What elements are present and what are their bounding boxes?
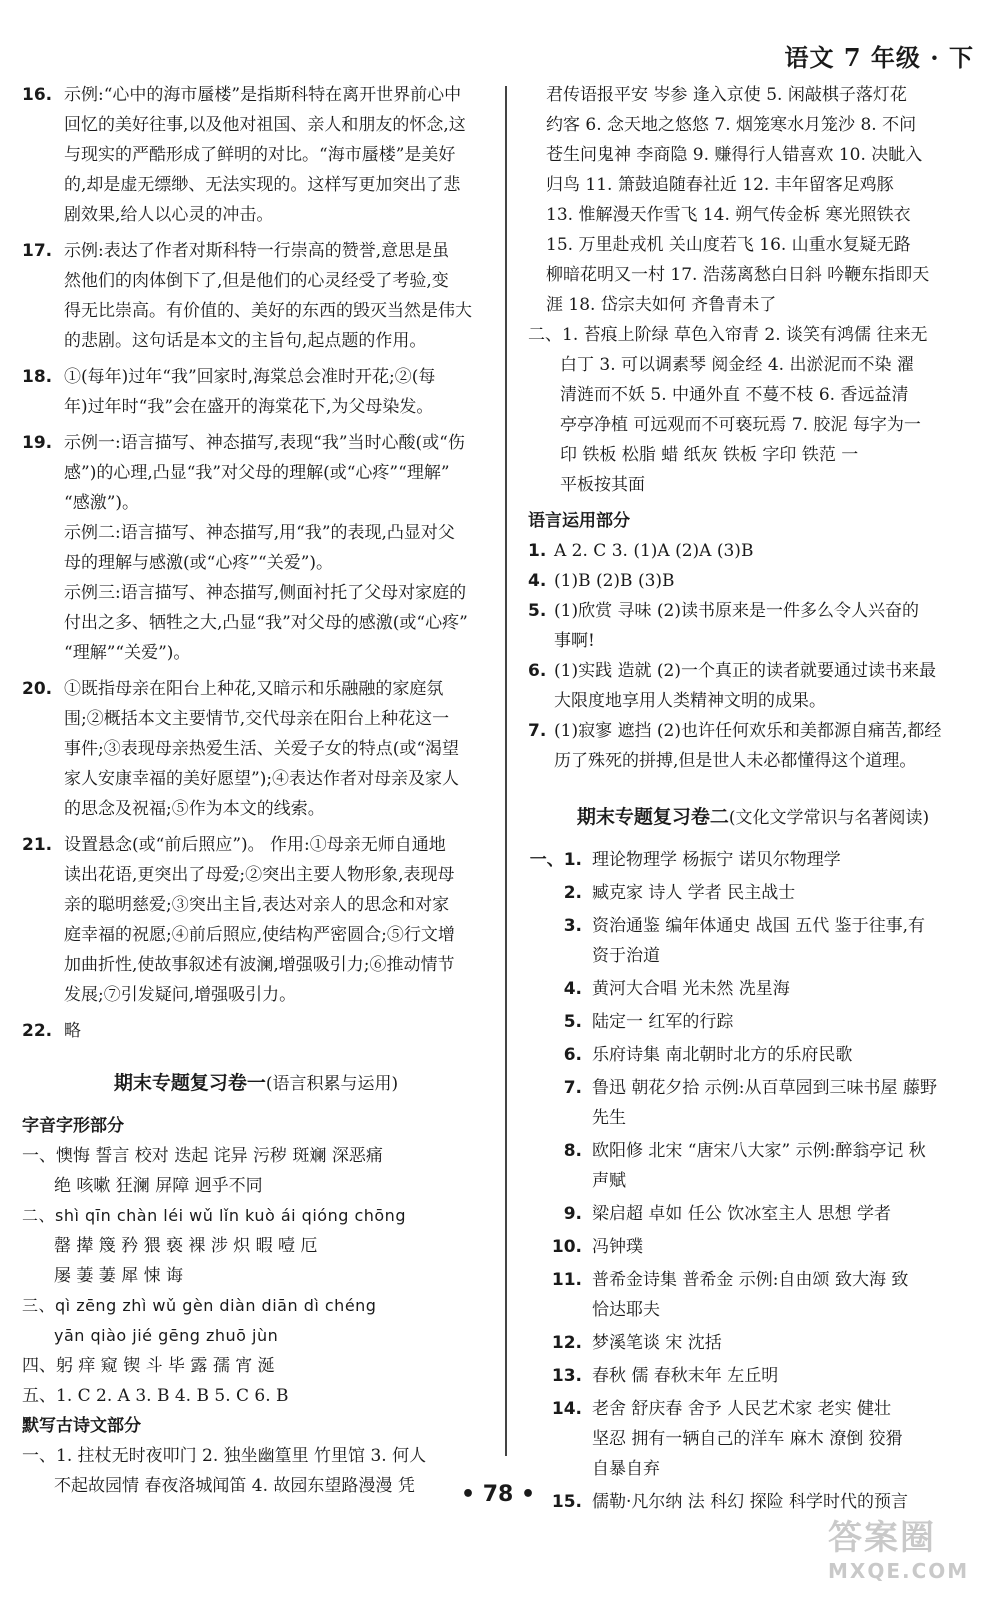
exam-title: 期末专题复习卷二 — [576, 806, 729, 828]
text-line: 加曲折性,使故事叙述有波澜,增强吸引力;⑥推动情节 — [64, 955, 455, 975]
question-number: 19. — [22, 433, 53, 453]
answer-text — [592, 1040, 978, 1070]
text-line: 归鸟 11. 箫鼓追随春社近 12. 丰年留客足鸡豚 — [546, 175, 894, 195]
text-line: 读出花语,更突出了母爱;②突出主要人物形象,表现母 — [64, 865, 455, 885]
text-line: 坚忍 拥有一辆自己的洋车 麻木 潦倒 狡猾 — [592, 1429, 903, 1449]
text-line: 涯 18. 岱宗夫如何 齐鲁青未了 — [546, 295, 777, 315]
list-item — [528, 1361, 978, 1391]
text-line: 家人安康幸福的美好愿望”);④表达作者对母亲及家人 — [64, 769, 460, 789]
text-line: 印 铁板 松脂 蜡 纸灰 铁板 字印 铁范 一 — [560, 445, 859, 465]
list-item — [528, 1199, 978, 1229]
text-line: 的,却是虚无缥缈、无法实现的。这样写更加突出了悲 — [64, 175, 461, 195]
text-line: 示例二:语言描写、神态描写,用“我”的表现,凸显对父 — [64, 523, 455, 543]
moxie-part-two — [528, 320, 978, 500]
text-line: (1)B (2)B (3)B — [554, 571, 675, 591]
answer-text — [554, 716, 978, 776]
exam-subtitle: (语言积累与运用) — [265, 1074, 399, 1094]
question-number: 7. — [528, 721, 547, 741]
text-line: 15. 万里赴戎机 关山度若飞 16. 山重水复疑无路 — [546, 235, 911, 255]
text-line: 不起故园情 春夜洛城闻笛 4. 故园东望路漫漫 凭 — [54, 1476, 415, 1496]
answer-text — [554, 566, 978, 596]
watermark-url: MXQE.COM — [828, 1559, 970, 1583]
text-line: 梦溪笔谈 宋 沈括 — [592, 1333, 722, 1353]
answer-text — [592, 1136, 978, 1196]
list-item — [528, 1040, 978, 1070]
question-number: 4. — [528, 571, 547, 591]
question-number: 15. — [551, 1492, 582, 1512]
list-item — [528, 1394, 978, 1484]
answer-text — [64, 236, 490, 356]
question-number: 12. — [551, 1333, 582, 1353]
question-number: 5. — [563, 1012, 582, 1032]
question-number: 6. — [528, 661, 547, 681]
question-number: 8. — [563, 1141, 582, 1161]
text-line: 二、shì qīn chàn léi wǔ lǐn kuò ái qióng chōng — [22, 1206, 406, 1225]
question-number: 6. — [563, 1045, 582, 1065]
page-number: • 78 • — [460, 1482, 536, 1507]
text-line: 自暴自弃 — [592, 1459, 660, 1479]
list-item — [528, 1073, 978, 1133]
answer-text — [592, 1328, 978, 1358]
text-line: 理论物理学 杨振宁 诺贝尔物理学 — [592, 850, 841, 870]
text-line: “理解”“关爱”)。 — [64, 643, 191, 663]
left-column — [22, 80, 490, 1501]
question-number: 一、1. — [529, 850, 582, 870]
text-line: 示例:表达了作者对斯科特一行崇高的赞誉,意思是虽 — [64, 241, 450, 261]
text-line: 三、qì zēng zhì wǔ gèn diàn diān dì chéng — [22, 1296, 377, 1315]
text-line: 设置悬念(或“前后照应”)。 作用:①母亲无师自通地 — [64, 835, 446, 855]
text-line: 四、躬 痒 窥 锲 斗 毕 露 孺 宵 涎 — [22, 1356, 275, 1376]
column-divider — [505, 86, 507, 1456]
question-number: 1. — [528, 541, 547, 561]
answer-text — [592, 1361, 978, 1391]
text-line: 黄河大合唱 光未然 冼星海 — [592, 979, 790, 999]
text-line: 发展;⑦引发疑问,增强吸引力。 — [64, 985, 297, 1005]
text-line: 的思念及祝福;⑤作为本文的线索。 — [64, 799, 325, 819]
list-item — [528, 845, 978, 875]
text-line: 围;②概括本文主要情节,交代母亲在阳台上种花这一 — [64, 709, 450, 729]
answer-16 — [22, 80, 490, 230]
text-line: 庭幸福的祝愿;④前后照应,使结构严密圆合;⑤行文增 — [64, 925, 455, 945]
list-item — [528, 1265, 978, 1325]
list-item — [528, 1136, 978, 1196]
text-line: 一、1. 拄杖无时夜叩门 2. 独坐幽篁里 竹里馆 3. 何人 — [22, 1446, 427, 1466]
question-number: 9. — [563, 1204, 582, 1224]
answer-text — [64, 674, 490, 824]
answer-text — [64, 428, 490, 518]
exam-subtitle: (文化文学常识与名著阅读) — [728, 808, 930, 828]
answer-text — [592, 1007, 978, 1037]
text-line: 13. 惟解漫天作雪飞 14. 朔气传金柝 寒光照铁衣 — [546, 205, 911, 225]
question-number: 3. — [563, 916, 582, 936]
language-use-answers — [528, 536, 978, 776]
answer-17 — [22, 236, 490, 356]
text-line: 乐府诗集 南北朝时北方的乐府民歌 — [592, 1045, 853, 1065]
page-header: 语文 7 年级 · 下 — [784, 43, 974, 72]
answer-text — [554, 536, 978, 566]
text-line: 欧阳修 北宋 “唐宋八大家” 示例:醉翁亭记 秋 — [592, 1141, 926, 1161]
list-item — [528, 566, 978, 596]
text-line: 平板按其面 — [560, 475, 645, 495]
section-heading: 字音字形部分 — [22, 1116, 124, 1136]
answer-text — [592, 911, 978, 971]
section-heading: 语言运用部分 — [528, 511, 630, 531]
text-line: 白丁 3. 可以调素琴 阅金经 4. 出淤泥而不染 濯 — [560, 355, 914, 375]
text-line: 陆定一 红军的行踪 — [592, 1012, 734, 1032]
list-item — [528, 1232, 978, 1262]
question-number: 18. — [22, 367, 53, 387]
text-line: “感激”)。 — [64, 493, 140, 513]
question-number: 4. — [563, 979, 582, 999]
text-line: 示例三:语言描写、神态描写,侧面衬托了父母对家庭的 — [64, 583, 467, 603]
text-line: 的悲剧。这句话是本文的主旨句,起点题的作用。 — [64, 331, 427, 351]
question-number: 22. — [22, 1021, 53, 1041]
exam-two-title — [528, 802, 978, 833]
text-line: 年)过年时“我”会在盛开的海棠花下,为父母染发。 — [64, 397, 434, 417]
list-item — [528, 1007, 978, 1037]
text-line: 先生 — [592, 1108, 626, 1128]
text-line: 感”)的心理,凸显“我”对父母的理解(或“心疼”“理解” — [64, 463, 450, 483]
answer-text — [592, 1265, 978, 1325]
text-line: 柳暗花明又一村 17. 浩荡离愁白日斜 吟鞭东指即天 — [546, 265, 930, 285]
text-line: 君传语报平安 岑参 逢入京使 5. 闲敲棋子落灯花 — [546, 85, 907, 105]
text-line: 剧效果,给人以心灵的冲击。 — [64, 205, 274, 225]
answer-21 — [22, 830, 490, 1010]
text-line: 鲁迅 朝花夕拾 示例:从百草园到三味书屋 藤野 — [592, 1078, 937, 1098]
exam-title: 期末专题复习卷一 — [113, 1072, 266, 1094]
section-heading: 默写古诗文部分 — [22, 1416, 141, 1436]
text-line: 得无比崇高。有价值的、美好的东西的毁灭当然是伟大 — [64, 301, 472, 321]
text-line: 屡 萋 萋 犀 悚 诲 — [54, 1266, 184, 1286]
text-line: 事啊! — [554, 631, 595, 651]
example-two — [22, 518, 490, 578]
text-line: A 2. C 3. (1)A (2)A (3)B — [554, 541, 754, 561]
text-line: 梁启超 卓如 任公 饮冰室主人 思想 学者 — [592, 1204, 892, 1224]
text-line: yān qiào jié gēng zhuō jùn — [54, 1326, 279, 1345]
text-line: 事件;③表现母亲热爱生活、关爱子女的特点(或“渴望 — [64, 739, 460, 759]
answer-text — [554, 596, 978, 656]
text-line: 母的理解与感激(或“心疼”“关爱”)。 — [64, 553, 334, 573]
text-line: 一、懊悔 誓言 校对 迭起 诧异 污秽 斑斓 深恶痛 — [22, 1146, 383, 1166]
text-line: 亲的聪明慈爱;③突出主旨,表达对亲人的思念和对家 — [64, 895, 450, 915]
text-line: 苍生问鬼神 李商隐 9. 赚得行人错喜欢 10. 决眦入 — [546, 145, 923, 165]
watermark-text: 答案圈 — [828, 1518, 936, 1558]
text-line: (1)寂寥 遮挡 (2)也许任何欢乐和美都源自痛苦,都经 — [554, 721, 942, 741]
text-line: 儒勒·凡尔纳 法 科幻 探险 科学时代的预言 — [592, 1492, 909, 1512]
list-item — [528, 656, 978, 716]
answer-text — [592, 974, 978, 1004]
example-three — [22, 578, 490, 668]
answer-22 — [22, 1016, 490, 1046]
text-line: 罄 撵 篾 矜 猥 亵 裸 涉 炽 暇 噎 厄 — [54, 1236, 318, 1256]
answer-text — [592, 1199, 978, 1229]
text-line: 与现实的严酷形成了鲜明的对比。“海市蜃楼”是美好 — [64, 145, 456, 165]
right-column — [528, 80, 978, 1517]
answer-text — [592, 1394, 978, 1484]
moxie-continued — [528, 80, 978, 320]
text-line: 声赋 — [592, 1171, 626, 1191]
text-line: 示例一:语言描写、神态描写,表现“我”当时心酸(或“伤 — [64, 433, 465, 453]
answer-20 — [22, 674, 490, 824]
zixing-answers — [22, 1141, 490, 1411]
text-line: 资于治道 — [592, 946, 660, 966]
text-line: 冯钟璞 — [592, 1237, 643, 1257]
list-item — [528, 878, 978, 908]
text-line: 二、1. 苔痕上阶绿 草色入帘青 2. 谈笑有鸿儒 往来无 — [528, 325, 928, 345]
answer-text — [592, 1232, 978, 1262]
text-line: 恰达耶夫 — [592, 1300, 660, 1320]
question-number: 16. — [22, 85, 53, 105]
list-item — [528, 716, 978, 776]
text-line: 普希金诗集 普希金 示例:自由颂 致大海 致 — [592, 1270, 909, 1290]
text-line: 老舍 舒庆春 舍予 人民艺术家 老实 健壮 — [592, 1399, 892, 1419]
answer-text — [64, 80, 490, 230]
text-line: 资治通鉴 编年体通史 战国 五代 鉴于往事,有 — [592, 916, 926, 936]
text-line: ①既指母亲在阳台上种花,又暗示和乐融融的家庭氛 — [64, 679, 444, 699]
answer-text — [64, 830, 490, 1010]
text-line: 臧克家 诗人 学者 民主战士 — [592, 883, 796, 903]
question-number: 5. — [528, 601, 547, 621]
list-item — [528, 596, 978, 656]
text-line: 示例:“心中的海市蜃楼”是指斯科特在离开世界前心中 — [64, 85, 462, 105]
answer-text — [592, 845, 978, 875]
question-number: 20. — [22, 679, 53, 699]
text-line: 亭亭净植 可远观而不可亵玩焉 7. 胶泥 每字为一 — [560, 415, 921, 435]
text-line: 大限度地享用人类精神文明的成果。 — [554, 691, 826, 711]
question-number: 2. — [563, 883, 582, 903]
text-line: 绝 咳嗽 狂澜 屏障 迥乎不同 — [54, 1176, 263, 1196]
answer-text — [592, 878, 978, 908]
text-line: 约客 6. 念天地之悠悠 7. 烟笼寒水月笼沙 8. 不问 — [546, 115, 917, 135]
text-line: 五、1. C 2. A 3. B 4. B 5. C 6. B — [22, 1386, 289, 1406]
list-item — [528, 974, 978, 1004]
text-line: 清涟而不妖 5. 中通外直 不蔓不枝 6. 香远益清 — [560, 385, 909, 405]
text-line: 付出之多、牺牲之大,凸显“我”对父母的感激(或“心疼” — [64, 613, 468, 633]
question-number: 17. — [22, 241, 53, 261]
text-line: ①(每年)过年“我”回家时,海棠总会准时开花;②(每 — [64, 367, 436, 387]
question-number: 11. — [551, 1270, 582, 1290]
question-number: 14. — [551, 1399, 582, 1419]
answer-text — [554, 656, 978, 716]
text-line: (1)实践 造就 (2)一个真正的读者就要通过读书来最 — [554, 661, 936, 681]
question-number: 21. — [22, 835, 53, 855]
list-item — [528, 1328, 978, 1358]
answer-text — [592, 1073, 978, 1133]
answer-text: 略 — [64, 1021, 81, 1041]
text-line: 春秋 儒 春秋末年 左丘明 — [592, 1366, 779, 1386]
watermark-logo — [828, 1510, 978, 1590]
text-line: 回忆的美好往事,以及他对祖国、亲人和朋友的怀念,这 — [64, 115, 466, 135]
text-line: 然他们的肉体倒下了,但是他们的心灵经受了考验,变 — [64, 271, 449, 291]
text-line: 历了殊死的拼搏,但是世人未必都懂得这个道理。 — [554, 751, 917, 771]
exam-two-answers — [528, 845, 978, 1517]
question-number: 7. — [563, 1078, 582, 1098]
answer-text — [64, 362, 490, 422]
text-line: (1)欣赏 寻味 (2)读书原来是一件多么令人兴奋的 — [554, 601, 919, 621]
list-item — [528, 911, 978, 971]
list-item — [528, 536, 978, 566]
answer-18 — [22, 362, 490, 422]
exam-one-title — [22, 1068, 490, 1099]
question-number: 10. — [551, 1237, 582, 1257]
question-number: 13. — [551, 1366, 582, 1386]
answer-19 — [22, 428, 490, 518]
